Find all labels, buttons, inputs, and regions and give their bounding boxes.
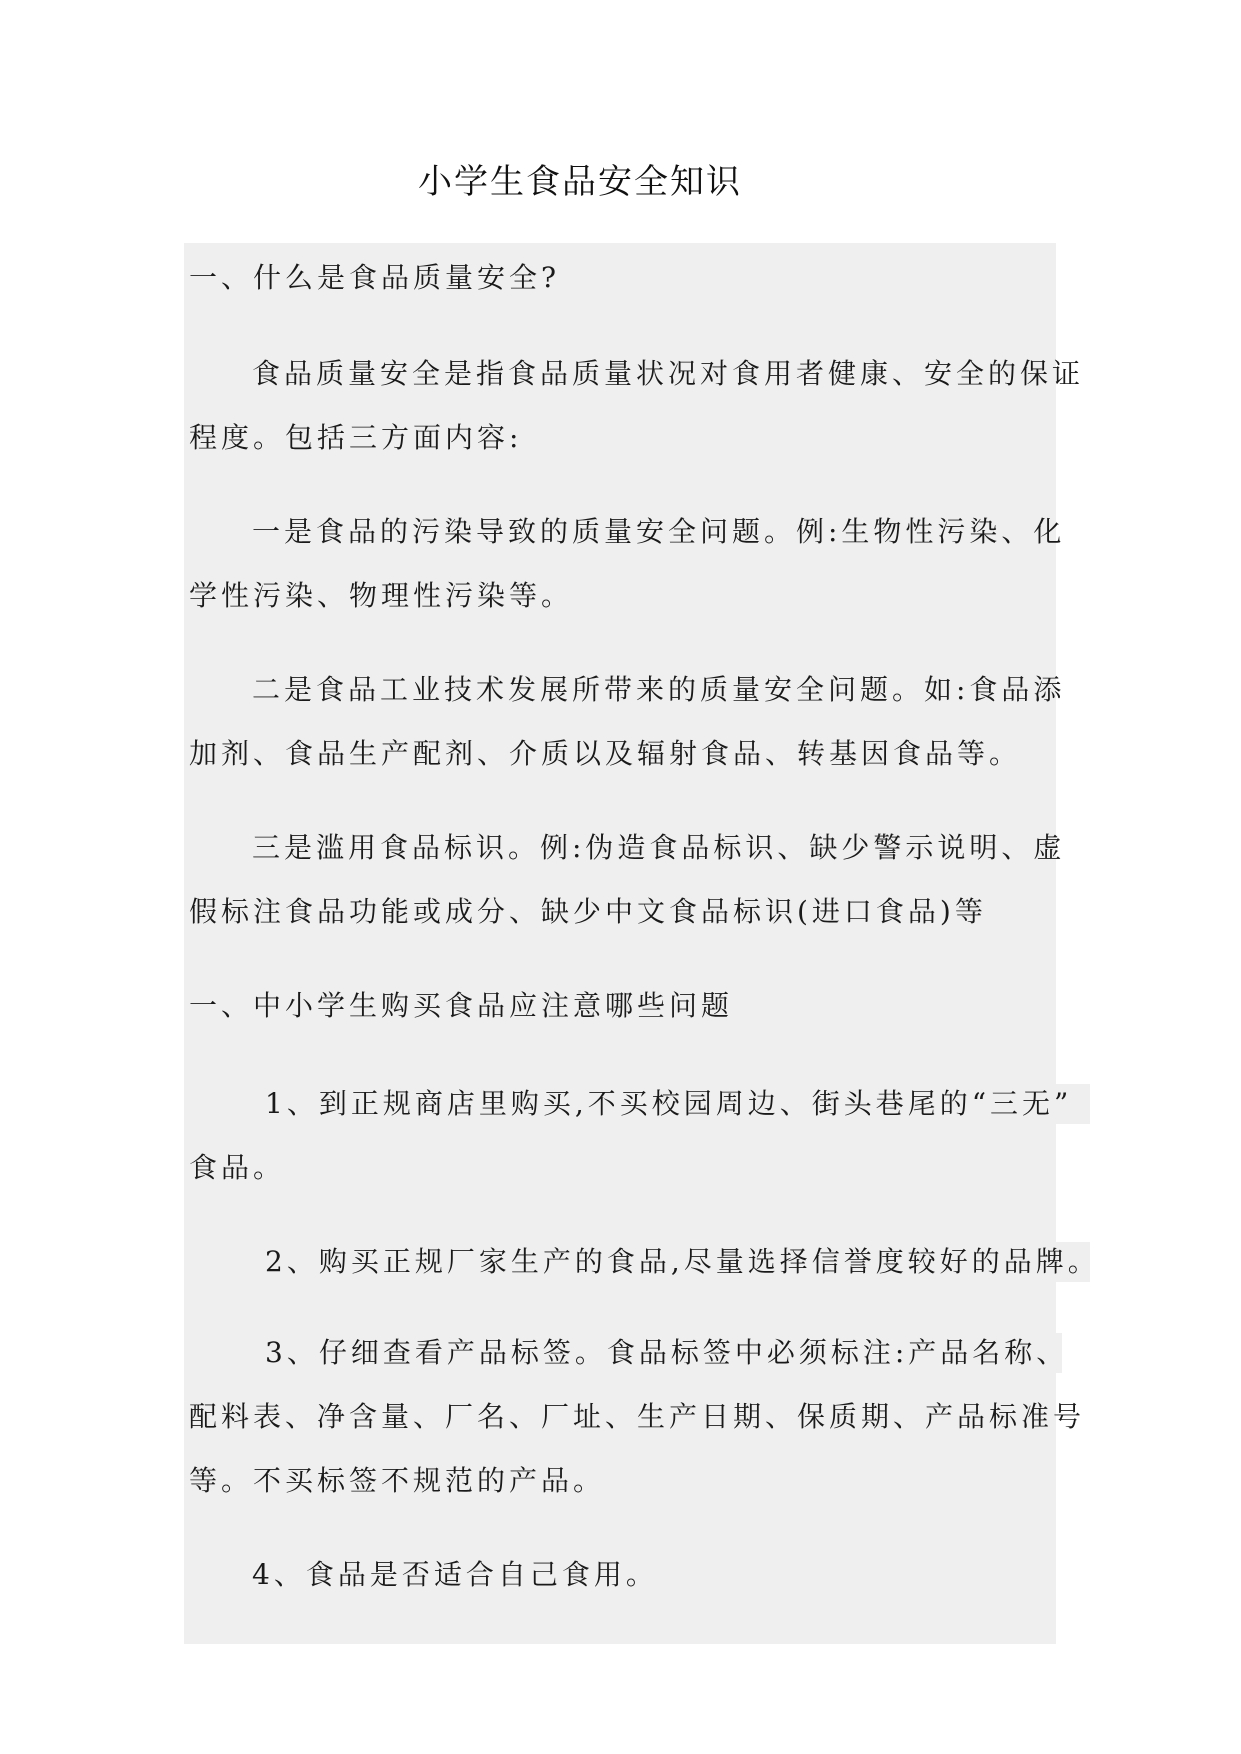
document-title: 小学生食品安全知识 bbox=[418, 162, 742, 202]
paragraph-line: 食品质量安全是指食品质量状况对食用者健康、安全的保证 bbox=[252, 357, 1085, 390]
list-item-line: 等。不买标签不规范的产品。 bbox=[189, 1464, 606, 1497]
list-item-line: 食品。 bbox=[189, 1151, 286, 1184]
list-item-line: 配料表、净含量、厂名、厂址、生产日期、保质期、产品标准号 bbox=[189, 1400, 1086, 1433]
list-item-line: 3、仔细查看产品标签。食品标签中必须标注:产品名称、 bbox=[265, 1336, 1069, 1369]
section-heading-1: 一、什么是食品质量安全? bbox=[189, 261, 561, 294]
paragraph-line: 学性污染、物理性污染等。 bbox=[189, 579, 574, 612]
list-item-line: 2、购买正规厂家生产的食品,尽量选择信誉度较好的品牌。 bbox=[265, 1245, 1100, 1278]
paragraph-line: 三是滥用食品标识。例:伪造食品标识、缺少警示说明、虚 bbox=[252, 831, 1066, 864]
paragraph-line: 一是食品的污染导致的质量安全问题。例:生物性污染、化 bbox=[252, 515, 1066, 548]
paragraph-line: 假标注食品功能或成分、缺少中文食品标识(进口食品)等 bbox=[189, 895, 987, 928]
paragraph-line: 二是食品工业技术发展所带来的质量安全问题。如:食品添 bbox=[252, 673, 1066, 706]
list-item-line: 4、食品是否适合自己食用。 bbox=[252, 1558, 658, 1591]
section-heading-2: 一、中小学生购买食品应注意哪些问题 bbox=[189, 989, 734, 1022]
paragraph-line: 加剂、食品生产配剂、介质以及辐射食品、转基因食品等。 bbox=[189, 737, 1022, 770]
list-item-line: 1、到正规商店里购买,不买校园周边、街头巷尾的“三无” bbox=[265, 1087, 1073, 1120]
paragraph-line: 程度。包括三方面内容: bbox=[189, 421, 523, 454]
